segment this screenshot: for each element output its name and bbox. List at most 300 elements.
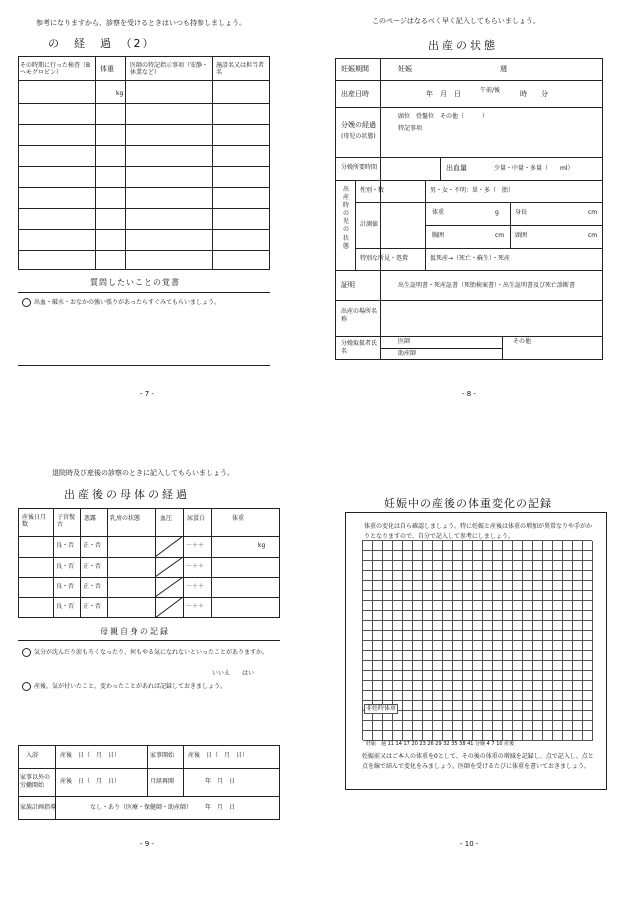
grid-cell[interactable] [483, 631, 493, 641]
grid-cell[interactable] [413, 721, 423, 731]
grid-cell[interactable] [533, 711, 543, 721]
grid-cell[interactable] [453, 691, 463, 701]
grid-cell[interactable] [383, 641, 393, 651]
grid-cell[interactable] [493, 591, 503, 601]
grid-cell[interactable] [473, 631, 483, 641]
grid-cell[interactable] [413, 581, 423, 591]
grid-cell[interactable] [583, 691, 593, 701]
grid-cell[interactable] [533, 701, 543, 711]
grid-cell[interactable] [423, 671, 433, 681]
grid-cell[interactable] [423, 721, 433, 731]
grid-cell[interactable] [383, 731, 393, 741]
grid-cell[interactable] [543, 551, 553, 561]
grid-cell[interactable] [383, 601, 393, 611]
grid-cell[interactable] [383, 621, 393, 631]
grid-cell[interactable] [483, 591, 493, 601]
grid-cell[interactable] [573, 561, 583, 571]
grid-cell[interactable] [443, 711, 453, 721]
grid-cell[interactable] [533, 561, 543, 571]
grid-cell[interactable] [573, 571, 583, 581]
grid-cell[interactable] [383, 551, 393, 561]
grid-cell[interactable] [413, 601, 423, 611]
grid-cell[interactable] [423, 691, 433, 701]
grid-cell[interactable] [403, 721, 413, 731]
grid-cell[interactable] [573, 651, 583, 661]
grid-cell[interactable] [553, 571, 563, 581]
grid-cell[interactable] [373, 691, 383, 701]
grid-cell[interactable] [473, 641, 483, 651]
grid-cell[interactable] [543, 721, 553, 731]
grid-cell[interactable] [413, 711, 423, 721]
grid-cell[interactable] [463, 661, 473, 671]
grid-cell[interactable] [533, 591, 543, 601]
grid-cell[interactable] [493, 631, 503, 641]
grid-cell[interactable] [503, 701, 513, 711]
grid-cell[interactable] [483, 721, 493, 731]
grid-cell[interactable] [473, 591, 483, 601]
grid-cell[interactable] [523, 541, 533, 551]
grid-cell[interactable] [563, 661, 573, 671]
grid-cell[interactable] [383, 691, 393, 701]
grid-cell[interactable] [553, 551, 563, 561]
grid-cell[interactable] [503, 671, 513, 681]
grid-cell[interactable] [573, 731, 583, 741]
grid-cell[interactable] [483, 551, 493, 561]
grid-cell[interactable] [483, 611, 493, 621]
grid-cell[interactable] [383, 581, 393, 591]
grid-cell[interactable] [463, 671, 473, 681]
grid-cell[interactable] [573, 631, 583, 641]
grid-cell[interactable] [573, 601, 583, 611]
grid-cell[interactable] [493, 541, 503, 551]
grid-cell[interactable] [563, 701, 573, 711]
grid-cell[interactable] [453, 561, 463, 571]
grid-cell[interactable] [403, 581, 413, 591]
grid-cell[interactable] [503, 651, 513, 661]
grid-cell[interactable] [543, 571, 553, 581]
grid-cell[interactable] [423, 681, 433, 691]
grid-cell[interactable] [383, 681, 393, 691]
grid-cell[interactable] [573, 671, 583, 681]
grid-cell[interactable] [383, 571, 393, 581]
grid-cell[interactable] [393, 601, 403, 611]
grid-cell[interactable] [523, 641, 533, 651]
grid-cell[interactable] [473, 571, 483, 581]
grid-cell[interactable] [463, 591, 473, 601]
grid-cell[interactable] [523, 591, 533, 601]
grid-cell[interactable] [463, 551, 473, 561]
grid-cell[interactable] [473, 611, 483, 621]
grid-cell[interactable] [583, 621, 593, 631]
grid-cell[interactable] [553, 581, 563, 591]
grid-cell[interactable] [403, 621, 413, 631]
grid-cell[interactable] [493, 661, 503, 671]
grid-cell[interactable] [443, 591, 453, 601]
grid-cell[interactable] [453, 711, 463, 721]
grid-cell[interactable] [503, 621, 513, 631]
grid-cell[interactable] [363, 641, 373, 651]
grid-cell[interactable] [533, 721, 543, 731]
grid-cell[interactable] [543, 651, 553, 661]
grid-cell[interactable] [373, 571, 383, 581]
grid-cell[interactable] [413, 561, 423, 571]
grid-cell[interactable] [413, 641, 423, 651]
grid-cell[interactable] [583, 591, 593, 601]
grid-cell[interactable] [363, 631, 373, 641]
grid-cell[interactable] [573, 721, 583, 731]
grid-cell[interactable] [373, 601, 383, 611]
grid-cell[interactable] [403, 591, 413, 601]
grid-cell[interactable] [473, 671, 483, 681]
grid-cell[interactable] [453, 621, 463, 631]
grid-cell[interactable] [363, 561, 373, 571]
grid-cell[interactable] [493, 711, 503, 721]
grid-cell[interactable] [393, 591, 403, 601]
grid-cell[interactable] [523, 711, 533, 721]
grid-cell[interactable] [433, 701, 443, 711]
grid-cell[interactable] [453, 641, 463, 651]
grid-cell[interactable] [513, 561, 523, 571]
grid-cell[interactable] [453, 581, 463, 591]
grid-cell[interactable] [443, 581, 453, 591]
grid-cell[interactable] [583, 711, 593, 721]
grid-cell[interactable] [453, 551, 463, 561]
grid-cell[interactable] [543, 561, 553, 571]
grid-cell[interactable] [563, 561, 573, 571]
grid-cell[interactable] [433, 641, 443, 651]
grid-cell[interactable] [443, 611, 453, 621]
grid-cell[interactable] [563, 591, 573, 601]
grid-cell[interactable] [503, 561, 513, 571]
grid-cell[interactable] [483, 701, 493, 711]
grid-cell[interactable] [513, 731, 523, 741]
grid-cell[interactable] [483, 661, 493, 671]
grid-cell[interactable] [373, 621, 383, 631]
grid-cell[interactable] [493, 571, 503, 581]
grid-cell[interactable] [443, 561, 453, 571]
grid-cell[interactable] [543, 631, 553, 641]
grid-cell[interactable] [583, 571, 593, 581]
grid-cell[interactable] [383, 671, 393, 681]
grid-cell[interactable] [393, 551, 403, 561]
grid-cell[interactable] [543, 691, 553, 701]
grid-cell[interactable] [413, 661, 423, 671]
grid-cell[interactable] [403, 681, 413, 691]
grid-cell[interactable] [513, 541, 523, 551]
grid-cell[interactable] [573, 581, 583, 591]
grid-cell[interactable] [463, 731, 473, 741]
grid-cell[interactable] [533, 611, 543, 621]
grid-cell[interactable] [403, 671, 413, 681]
grid-cell[interactable] [513, 581, 523, 591]
grid-cell[interactable] [583, 731, 593, 741]
grid-cell[interactable] [433, 651, 443, 661]
grid-cell[interactable] [453, 721, 463, 731]
grid-cell[interactable] [403, 541, 413, 551]
grid-cell[interactable] [533, 731, 543, 741]
grid-cell[interactable] [393, 571, 403, 581]
grid-cell[interactable] [513, 671, 523, 681]
grid-cell[interactable] [523, 701, 533, 711]
grid-cell[interactable] [543, 681, 553, 691]
grid-cell[interactable] [433, 571, 443, 581]
grid-cell[interactable] [423, 561, 433, 571]
grid-cell[interactable] [473, 651, 483, 661]
grid-cell[interactable] [413, 541, 423, 551]
grid-cell[interactable] [533, 551, 543, 561]
grid-cell[interactable] [413, 681, 423, 691]
grid-cell[interactable] [463, 631, 473, 641]
grid-cell[interactable] [433, 621, 443, 631]
grid-cell[interactable] [583, 551, 593, 561]
grid-cell[interactable] [563, 651, 573, 661]
grid-cell[interactable] [373, 721, 383, 731]
grid-cell[interactable] [443, 621, 453, 631]
grid-cell[interactable] [373, 661, 383, 671]
grid-cell[interactable] [443, 551, 453, 561]
grid-cell[interactable] [573, 681, 583, 691]
grid-cell[interactable] [503, 691, 513, 701]
grid-cell[interactable] [513, 651, 523, 661]
grid-cell[interactable] [473, 681, 483, 691]
grid-cell[interactable] [503, 581, 513, 591]
grid-cell[interactable] [533, 621, 543, 631]
grid-cell[interactable] [553, 641, 563, 651]
grid-cell[interactable] [493, 611, 503, 621]
grid-cell[interactable] [413, 691, 423, 701]
grid-cell[interactable] [433, 601, 443, 611]
grid-cell[interactable] [543, 581, 553, 591]
grid-cell[interactable] [503, 661, 513, 671]
grid-cell[interactable] [363, 571, 373, 581]
grid-cell[interactable] [373, 581, 383, 591]
grid-cell[interactable] [423, 541, 433, 551]
grid-cell[interactable] [493, 561, 503, 571]
grid-cell[interactable] [583, 661, 593, 671]
grid-cell[interactable] [373, 611, 383, 621]
grid-cell[interactable] [443, 541, 453, 551]
grid-cell[interactable] [583, 541, 593, 551]
grid-cell[interactable] [543, 671, 553, 681]
grid-cell[interactable] [403, 651, 413, 661]
grid-cell[interactable] [563, 611, 573, 621]
grid-cell[interactable] [463, 691, 473, 701]
grid-cell[interactable] [403, 571, 413, 581]
grid-cell[interactable] [503, 571, 513, 581]
grid-cell[interactable] [453, 591, 463, 601]
grid-cell[interactable] [563, 601, 573, 611]
grid-cell[interactable] [483, 711, 493, 721]
grid-cell[interactable] [513, 691, 523, 701]
grid-cell[interactable] [513, 631, 523, 641]
grid-cell[interactable] [493, 701, 503, 711]
grid-cell[interactable] [553, 711, 563, 721]
grid-cell[interactable] [543, 641, 553, 651]
grid-cell[interactable] [423, 641, 433, 651]
grid-cell[interactable] [583, 641, 593, 651]
grid-cell[interactable] [423, 611, 433, 621]
grid-cell[interactable] [543, 731, 553, 741]
grid-cell[interactable] [363, 601, 373, 611]
grid-cell[interactable] [443, 701, 453, 711]
grid-cell[interactable] [553, 631, 563, 641]
grid-cell[interactable] [563, 731, 573, 741]
grid-cell[interactable] [383, 561, 393, 571]
grid-cell[interactable] [543, 601, 553, 611]
grid-cell[interactable] [433, 731, 443, 741]
grid-cell[interactable] [533, 571, 543, 581]
grid-cell[interactable] [493, 621, 503, 631]
grid-cell[interactable] [523, 571, 533, 581]
grid-cell[interactable] [413, 651, 423, 661]
grid-cell[interactable] [563, 681, 573, 691]
grid-cell[interactable] [413, 731, 423, 741]
grid-cell[interactable] [443, 681, 453, 691]
grid-cell[interactable] [563, 711, 573, 721]
grid-cell[interactable] [383, 661, 393, 671]
grid-cell[interactable] [373, 591, 383, 601]
grid-cell[interactable] [523, 581, 533, 591]
grid-cell[interactable] [413, 701, 423, 711]
grid-cell[interactable] [583, 721, 593, 731]
grid-cell[interactable] [373, 671, 383, 681]
grid-cell[interactable] [383, 541, 393, 551]
grid-cell[interactable] [363, 541, 373, 551]
grid-cell[interactable] [523, 551, 533, 561]
grid-cell[interactable] [533, 671, 543, 681]
grid-cell[interactable] [513, 571, 523, 581]
grid-cell[interactable] [403, 731, 413, 741]
grid-cell[interactable] [533, 581, 543, 591]
grid-cell[interactable] [423, 631, 433, 641]
grid-cell[interactable] [463, 571, 473, 581]
grid-cell[interactable] [493, 581, 503, 591]
grid-cell[interactable] [503, 541, 513, 551]
grid-cell[interactable] [363, 721, 373, 731]
grid-cell[interactable] [473, 711, 483, 721]
grid-cell[interactable] [433, 591, 443, 601]
grid-cell[interactable] [363, 691, 373, 701]
grid-cell[interactable] [573, 701, 583, 711]
grid-cell[interactable] [563, 621, 573, 631]
grid-cell[interactable] [533, 691, 543, 701]
grid-cell[interactable] [563, 641, 573, 651]
grid-cell[interactable] [453, 541, 463, 551]
grid-cell[interactable] [393, 541, 403, 551]
grid-cell[interactable] [503, 711, 513, 721]
grid-cell[interactable] [413, 671, 423, 681]
grid-cell[interactable] [393, 621, 403, 631]
grid-cell[interactable] [403, 611, 413, 621]
grid-cell[interactable] [413, 571, 423, 581]
grid-cell[interactable] [363, 611, 373, 621]
grid-cell[interactable] [543, 591, 553, 601]
grid-cell[interactable] [533, 661, 543, 671]
grid-cell[interactable] [383, 591, 393, 601]
grid-cell[interactable] [573, 641, 583, 651]
grid-cell[interactable] [473, 621, 483, 631]
grid-cell[interactable] [583, 581, 593, 591]
grid-cell[interactable] [553, 651, 563, 661]
grid-cell[interactable] [483, 621, 493, 631]
grid-cell[interactable] [393, 731, 403, 741]
grid-cell[interactable] [433, 551, 443, 561]
grid-cell[interactable] [543, 541, 553, 551]
grid-cell[interactable] [393, 681, 403, 691]
grid-cell[interactable] [403, 711, 413, 721]
grid-cell[interactable] [443, 691, 453, 701]
grid-cell[interactable] [553, 601, 563, 611]
grid-cell[interactable] [553, 671, 563, 681]
grid-cell[interactable] [533, 541, 543, 551]
grid-cell[interactable] [383, 611, 393, 621]
grid-cell[interactable] [363, 621, 373, 631]
grid-cell[interactable] [393, 561, 403, 571]
grid-cell[interactable] [563, 631, 573, 641]
grid-cell[interactable] [483, 671, 493, 681]
grid-cell[interactable] [393, 721, 403, 731]
grid-cell[interactable] [443, 721, 453, 731]
grid-cell[interactable] [413, 611, 423, 621]
grid-cell[interactable] [473, 731, 483, 741]
grid-cell[interactable] [523, 611, 533, 621]
grid-cell[interactable] [433, 631, 443, 641]
grid-cell[interactable] [573, 611, 583, 621]
grid-cell[interactable] [443, 571, 453, 581]
grid-cell[interactable] [453, 671, 463, 681]
grid-cell[interactable] [443, 601, 453, 611]
grid-cell[interactable] [403, 631, 413, 641]
grid-cell[interactable] [433, 711, 443, 721]
grid-cell[interactable] [453, 701, 463, 711]
grid-cell[interactable] [463, 651, 473, 661]
grid-cell[interactable] [553, 701, 563, 711]
grid-cell[interactable] [563, 541, 573, 551]
grid-cell[interactable] [423, 601, 433, 611]
grid-cell[interactable] [423, 551, 433, 561]
grid-cell[interactable] [493, 681, 503, 691]
grid-cell[interactable] [513, 551, 523, 561]
grid-cell[interactable] [503, 591, 513, 601]
grid-cell[interactable] [523, 691, 533, 701]
grid-cell[interactable] [523, 681, 533, 691]
grid-cell[interactable] [513, 721, 523, 731]
grid-cell[interactable] [533, 601, 543, 611]
grid-cell[interactable] [523, 721, 533, 731]
grid-cell[interactable] [473, 691, 483, 701]
grid-cell[interactable] [563, 551, 573, 561]
grid-cell[interactable] [483, 691, 493, 701]
grid-cell[interactable] [393, 691, 403, 701]
grid-cell[interactable] [463, 721, 473, 731]
grid-cell[interactable] [463, 601, 473, 611]
grid-cell[interactable] [383, 651, 393, 661]
grid-cell[interactable] [533, 681, 543, 691]
grid-cell[interactable] [553, 661, 563, 671]
grid-cell[interactable] [543, 661, 553, 671]
grid-cell[interactable] [513, 681, 523, 691]
grid-cell[interactable] [423, 701, 433, 711]
grid-cell[interactable] [503, 631, 513, 641]
grid-cell[interactable] [563, 571, 573, 581]
grid-cell[interactable] [493, 601, 503, 611]
grid-cell[interactable] [573, 541, 583, 551]
grid-cell[interactable] [513, 661, 523, 671]
grid-cell[interactable] [463, 681, 473, 691]
grid-cell[interactable] [403, 601, 413, 611]
grid-cell[interactable] [373, 551, 383, 561]
grid-cell[interactable] [513, 641, 523, 651]
